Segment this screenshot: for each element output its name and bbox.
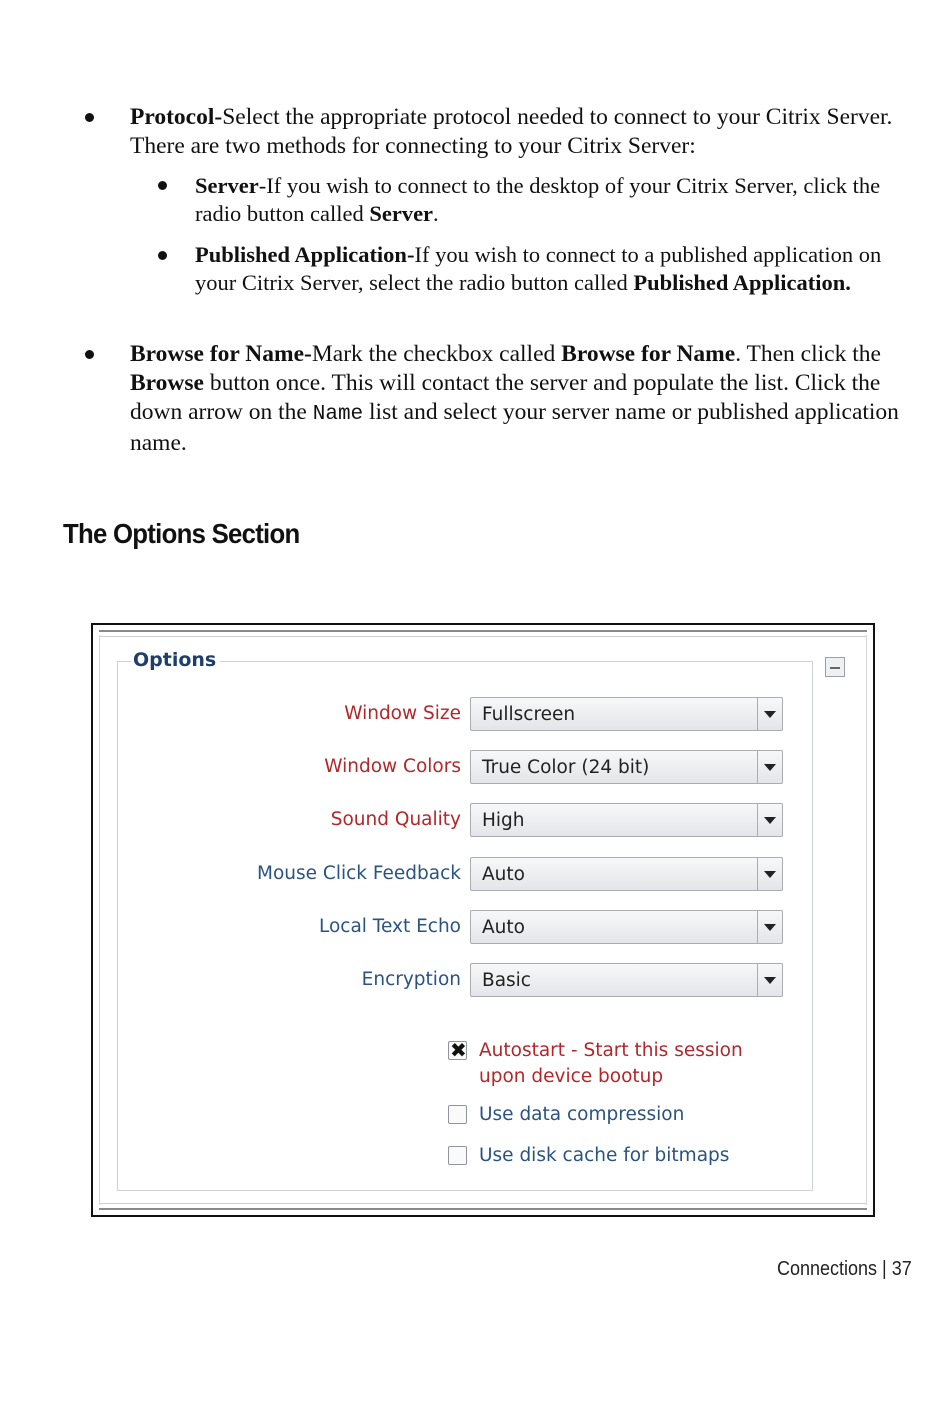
term-browse-for-name-inline: Browse for Name: [561, 341, 736, 367]
checkmark-x-icon: ✖: [450, 1038, 467, 1062]
encryption-select[interactable]: [470, 963, 783, 997]
chevron-down-icon: [764, 924, 776, 931]
window-colors-dropdown-button[interactable]: [757, 751, 782, 783]
server-text: -If you wish to connect to the desktop of your Citrix Server, click the radio button called: [195, 173, 881, 226]
bullet-browse: [130, 340, 920, 458]
browse-text-3: button once. This will contact the server and populate the list. Click the down arrow on the: [130, 370, 881, 425]
window-size-value: Fullscreen: [482, 704, 576, 725]
local-text-echo-dropdown-button[interactable]: [757, 911, 782, 943]
term-protocol: Protocol-: [130, 104, 223, 130]
footer-section: Connections: [777, 1258, 878, 1280]
term-server: Server: [195, 173, 259, 198]
frame-bottom-edge: [99, 1203, 867, 1210]
chevron-down-icon: [764, 817, 776, 824]
data-compression-label: Use data compression: [479, 1104, 685, 1125]
term-published: Published Application-: [195, 242, 415, 267]
autostart-label-line1: Autostart - Start this session: [479, 1040, 743, 1061]
frame-top-edge: [99, 630, 867, 637]
chevron-down-icon: [764, 711, 776, 718]
window-size-dropdown-button[interactable]: [757, 698, 782, 730]
name-list-mono: Name: [312, 403, 364, 426]
bullet-published: [195, 241, 915, 297]
label-mouse-click-feedback: Mouse Click Feedback: [257, 863, 461, 884]
bullet-dot: [85, 113, 94, 122]
autostart-label-line2: upon device bootup: [479, 1066, 664, 1087]
page-number: 37: [891, 1258, 912, 1280]
bullet-server: [195, 172, 915, 228]
data-compression-checkbox[interactable]: [448, 1105, 467, 1124]
published-text-end: .: [845, 270, 851, 295]
browse-text-1: Mark the checkbox called: [311, 341, 562, 367]
browse-text-2: . Then click the: [735, 341, 881, 367]
label-local-text-echo: Local Text Echo: [318, 916, 461, 937]
disk-cache-checkbox[interactable]: [448, 1146, 467, 1165]
mouse-click-feedback-value: Auto: [482, 864, 525, 885]
section-title: The Options Section: [63, 518, 300, 549]
chevron-down-icon: [764, 977, 776, 984]
options-screenshot: [91, 623, 875, 1217]
term-published-inline: Published Application: [633, 270, 846, 295]
published-text: If you wish to connect to a published application on your Citrix Server, select the radio button called: [195, 242, 882, 295]
local-text-echo-select[interactable]: [470, 910, 783, 944]
chevron-down-icon: [764, 764, 776, 771]
options-legend: Options: [131, 649, 220, 671]
sound-quality-dropdown-button[interactable]: [757, 804, 782, 836]
page-footer: [777, 1258, 912, 1281]
sound-quality-value: High: [482, 810, 525, 831]
protocol-text: Select the appropriate protocol needed to connect to your Citrix Server. There are two methods for connecting to your Citrix Server:: [130, 104, 893, 159]
collapse-icon[interactable]: [825, 657, 845, 677]
disk-cache-label: Use disk cache for bitmaps: [479, 1145, 730, 1166]
sound-quality-select[interactable]: [470, 803, 783, 837]
mouse-click-feedback-dropdown-button[interactable]: [757, 858, 782, 890]
label-sound-quality: Sound Quality: [330, 809, 461, 830]
local-text-echo-value: Auto: [482, 917, 525, 938]
bullet-dot: [158, 251, 167, 260]
encryption-value: Basic: [482, 970, 531, 991]
bullet-dot: [158, 181, 167, 190]
frame-right-edge: [866, 635, 867, 1205]
window-colors-select[interactable]: [470, 750, 783, 784]
term-browse: Browse: [130, 370, 204, 396]
frame-left-edge: [99, 635, 100, 1205]
term-server-inline: Server: [369, 201, 434, 226]
label-window-size: Window Size: [344, 703, 461, 724]
mouse-click-feedback-select[interactable]: [470, 857, 783, 891]
label-encryption: Encryption: [361, 969, 461, 990]
term-browse-for-name: Browse for Name-: [130, 341, 312, 367]
encryption-dropdown-button[interactable]: [757, 964, 782, 996]
window-size-select[interactable]: [470, 697, 783, 731]
footer-separator: |: [882, 1258, 887, 1280]
autostart-checkbox[interactable]: [448, 1038, 467, 1062]
browse-text-4: list and select your server name or published application name.: [130, 399, 899, 456]
bullet-protocol: [130, 103, 920, 161]
window-colors-value: True Color (24 bit): [482, 757, 650, 778]
chevron-down-icon: [764, 871, 776, 878]
label-window-colors: Window Colors: [324, 756, 461, 777]
bullet-dot: [85, 350, 94, 359]
server-text-end: .: [433, 201, 439, 226]
